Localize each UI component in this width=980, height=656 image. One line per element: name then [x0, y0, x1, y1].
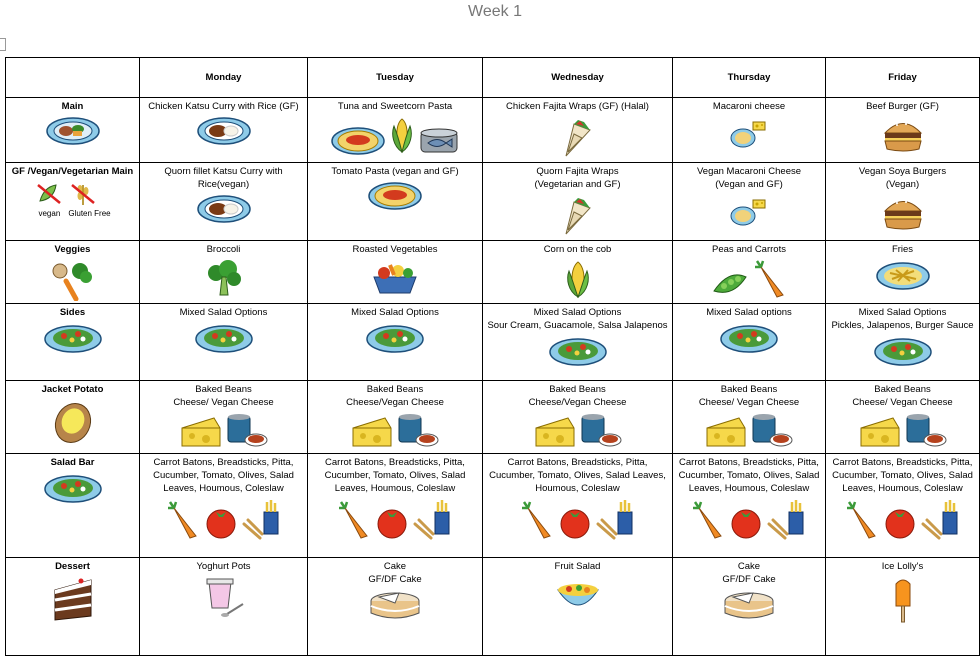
menu-cell-monday — [140, 241, 308, 304]
breadsticks-icon — [767, 498, 807, 540]
cheese-icon — [705, 414, 747, 448]
day-header-tuesday: Tuesday — [308, 58, 483, 98]
dish-text: Mixed Salad Options — [179, 307, 268, 318]
dish-text: Baked Beans Cheese/Vegan Cheese — [528, 384, 627, 408]
row-header — [6, 98, 140, 163]
pasta-plate-icon — [368, 181, 422, 211]
carrot-icon — [337, 500, 371, 540]
wrap-icon — [560, 116, 596, 160]
row-label: Main — [61, 101, 84, 112]
row-header — [6, 558, 140, 656]
icon-caption: Gluten Free — [68, 209, 111, 218]
vegan-icon — [34, 181, 64, 220]
row-header — [6, 241, 140, 304]
dish-icons — [829, 412, 976, 448]
menu-cell-wednesday — [483, 304, 673, 381]
menu-cell-friday — [826, 381, 980, 454]
vegetables-icon — [50, 259, 96, 301]
menu-cell-wednesday — [483, 163, 673, 241]
menu-cell-thursday — [673, 454, 826, 558]
dish-icons — [829, 194, 976, 232]
menu-cell-monday — [140, 98, 308, 163]
dish-icons — [486, 194, 669, 238]
dish-text: Baked Beans Cheese/Vegan Cheese — [346, 384, 444, 408]
menu-cell-wednesday — [483, 381, 673, 454]
cake-icon — [723, 589, 775, 623]
cheese-icon — [534, 414, 576, 448]
dish-icons — [829, 335, 976, 367]
row-icons — [9, 322, 136, 354]
menu-cell-wednesday — [483, 241, 673, 304]
dish-text: Carrot Batons, Breadsticks, Pitta, Cucumber, Tomato, Olives, Salad Leaves, Houmous, Coleslaw — [153, 457, 294, 494]
corn-cob-icon — [563, 259, 593, 301]
dish-text: Mixed Salad options — [706, 307, 792, 318]
dish-text: Beef Burger (GF) — [866, 101, 939, 112]
burger-icon — [882, 194, 924, 232]
dish-icons — [311, 498, 479, 540]
dish-text: Fries — [891, 244, 914, 255]
dish-icons — [486, 259, 669, 301]
dish-text: Baked Beans Cheese/ Vegan Cheese — [852, 384, 953, 408]
menu-cell-tuesday — [308, 304, 483, 381]
dish-icons — [143, 259, 304, 297]
corner-cell — [6, 58, 140, 98]
carrot-icon — [691, 500, 725, 540]
yoghurt-icon — [201, 576, 247, 618]
dish-icons — [676, 498, 822, 540]
broccoli-icon — [204, 259, 244, 297]
meal-plate-icon — [46, 116, 100, 146]
dish-icons — [829, 116, 976, 154]
menu-cell-wednesday — [483, 558, 673, 656]
menu-cell-thursday — [673, 163, 826, 241]
menu-cell-thursday — [673, 241, 826, 304]
table-anchor-marker — [0, 38, 6, 51]
dish-icons — [143, 576, 304, 618]
menu-cell-thursday — [673, 381, 826, 454]
dish-text: Mixed Salad Options Sour Cream, Guacamole, Salsa Jalapenos — [487, 307, 668, 331]
tomato-icon — [204, 506, 238, 540]
dish-text: Vegan Macaroni Cheese (Vegan and GF) — [696, 166, 802, 190]
dish-icons — [676, 589, 822, 623]
menu-cell-monday — [140, 454, 308, 558]
day-header-thursday: Thursday — [673, 58, 826, 98]
row-label: Veggies — [54, 244, 91, 255]
dish-icons — [829, 259, 976, 291]
row-label: GF /Vegan/Vegetarian Main — [11, 166, 134, 177]
beans-can-icon — [397, 412, 439, 448]
row-icons — [9, 399, 136, 445]
dish-icons — [143, 322, 304, 354]
dish-icons — [676, 412, 822, 448]
dish-text: Carrot Batons, Breadsticks, Pitta, Cucumber, Tomato, Olives, Salad Leaves, Houmous, Coleslaw — [832, 457, 973, 494]
icon-caption: vegan — [38, 209, 61, 218]
beans-can-icon — [226, 412, 268, 448]
dish-text: Baked Beans Cheese/ Vegan Cheese — [698, 384, 800, 408]
menu-cell-friday — [826, 163, 980, 241]
menu-cell-friday — [826, 454, 980, 558]
beans-can-icon — [751, 412, 793, 448]
menu-table — [5, 57, 980, 656]
dish-text: Mixed Salad Options — [351, 307, 439, 318]
row-header — [6, 454, 140, 558]
menu-cell-thursday — [673, 304, 826, 381]
dish-text: Vegan Soya Burgers (Vegan) — [858, 166, 947, 190]
page-title: Week 1 — [468, 3, 522, 20]
dish-text: Cake GF/DF Cake — [722, 561, 776, 585]
menu-cell-friday — [826, 241, 980, 304]
carrot-icon — [166, 500, 200, 540]
tomato-icon — [729, 506, 763, 540]
breadsticks-icon — [921, 498, 961, 540]
fries-plate-icon — [876, 259, 930, 291]
row-label: Dessert — [55, 561, 90, 572]
dish-text: Ice Lolly's — [881, 561, 924, 572]
beans-can-icon — [580, 412, 622, 448]
dish-text: Cake GF/DF Cake — [368, 561, 422, 585]
salad-plate-icon — [720, 322, 778, 354]
menu-cell-monday — [140, 381, 308, 454]
row-label: Salad Bar — [50, 457, 95, 468]
dish-text: Carrot Batons, Breadsticks, Pitta, Cucumber, Tomato, Olives, Salad Leaves, Houmous, Coleslaw — [678, 457, 820, 494]
jacket-potato-icon — [51, 399, 95, 445]
row-icons — [9, 116, 136, 146]
menu-cell-wednesday — [483, 454, 673, 558]
salad-plate-icon — [366, 322, 424, 354]
dish-icons — [676, 116, 822, 148]
menu-row — [6, 241, 980, 304]
curry-plate-icon — [197, 194, 251, 224]
salad-plate-icon — [44, 322, 102, 354]
dish-icons — [829, 576, 976, 624]
menu-cell-tuesday — [308, 381, 483, 454]
salad-plate-icon — [549, 335, 607, 367]
dish-text: Quorn fillet Katsu Curry with Rice(vegan) — [164, 166, 283, 190]
dish-icons — [486, 335, 669, 367]
curry-plate-icon — [197, 116, 251, 146]
dish-icons — [829, 498, 976, 540]
dish-text: Quorn Fajita Wraps (Vegetarian and GF) — [534, 166, 621, 190]
row-header — [6, 304, 140, 381]
menu-row — [6, 454, 980, 558]
tomato-icon — [375, 506, 409, 540]
dish-text: Chicken Katsu Curry with Rice (GF) — [148, 101, 299, 112]
day-header-friday: Friday — [826, 58, 980, 98]
menu-cell-monday — [140, 304, 308, 381]
tomato-icon — [558, 506, 592, 540]
dish-text: Mixed Salad Options Pickles, Jalapenos, Burger Sauce — [831, 307, 974, 331]
carrot-icon — [753, 259, 787, 299]
menu-row — [6, 381, 980, 454]
dish-text: Tomato Pasta (vegan and GF) — [331, 166, 459, 177]
peas-icon — [711, 269, 749, 299]
menu-cell-friday — [826, 98, 980, 163]
day-header-wednesday: Wednesday — [483, 58, 673, 98]
dish-icons — [486, 498, 669, 540]
dish-icons — [143, 498, 304, 540]
dish-text: Fruit Salad — [554, 561, 601, 572]
row-label: Sides — [59, 307, 86, 318]
wrap-icon — [560, 194, 596, 238]
menu-cell-monday — [140, 558, 308, 656]
dish-icons — [311, 412, 479, 448]
menu-row — [6, 163, 980, 241]
menu-cell-friday — [826, 304, 980, 381]
row-icons — [9, 181, 136, 220]
breadsticks-icon — [242, 498, 282, 540]
menu-cell-thursday — [673, 558, 826, 656]
day-header-monday: Monday — [140, 58, 308, 98]
cake-icon — [369, 589, 421, 623]
dish-icons — [311, 589, 479, 623]
dish-icons — [486, 116, 669, 160]
dish-text: Chicken Fajita Wraps (GF) (Halal) — [506, 101, 649, 112]
carrot-icon — [520, 500, 554, 540]
menu-cell-tuesday — [308, 241, 483, 304]
salad-plate-icon — [874, 335, 932, 367]
salad-plate-icon — [44, 472, 102, 504]
dish-text: Roasted Vegetables — [352, 244, 438, 255]
dish-icons — [311, 322, 479, 354]
row-icons — [9, 472, 136, 504]
row-icons — [9, 259, 136, 301]
menu-cell-tuesday — [308, 558, 483, 656]
dish-icons — [143, 194, 304, 224]
menu-cell-thursday — [673, 98, 826, 163]
dish-text: Yoghurt Pots — [196, 561, 251, 572]
row-label: Jacket Potato — [41, 384, 104, 395]
salad-plate-icon — [195, 322, 253, 354]
dish-icons — [311, 116, 479, 156]
dish-icons — [311, 181, 479, 211]
tuna-can-icon — [419, 126, 459, 156]
header-row — [6, 58, 980, 98]
dish-text: Carrot Batons, Breadsticks, Pitta, Cucumber, Tomato, Olives, Salad Leaves, Houmous, Coleslaw — [324, 457, 466, 494]
dish-icons — [676, 259, 822, 299]
dish-icons — [143, 412, 304, 448]
dish-icons — [311, 259, 479, 299]
dish-icons — [676, 194, 822, 226]
fruit-salad-icon — [555, 576, 601, 616]
cheese-icon — [351, 414, 393, 448]
row-icons — [9, 576, 136, 624]
menu-cell-tuesday — [308, 454, 483, 558]
breadsticks-icon — [596, 498, 636, 540]
menu-row — [6, 304, 980, 381]
burger-icon — [882, 116, 924, 154]
menu-cell-monday — [140, 163, 308, 241]
sweetcorn-icon — [389, 116, 415, 156]
gluten-free-icon — [68, 181, 110, 220]
dish-icons — [486, 412, 669, 448]
ice-lolly-icon — [893, 576, 913, 624]
menu-cell-friday — [826, 558, 980, 656]
dish-icons — [676, 322, 822, 354]
pasta-plate-icon — [331, 126, 385, 156]
macaroni-cheese-icon — [729, 194, 769, 226]
dish-icons — [486, 576, 669, 616]
row-header — [6, 163, 140, 241]
menu-cell-wednesday — [483, 98, 673, 163]
row-header — [6, 381, 140, 454]
menu-cell-tuesday — [308, 163, 483, 241]
dish-text: Carrot Batons, Breadsticks, Pitta, Cucumber, Tomato, Olives, Salad Leaves, Houmous, Coleslaw — [489, 457, 666, 494]
cheese-icon — [180, 414, 222, 448]
macaroni-cheese-icon — [729, 116, 769, 148]
menu-row — [6, 98, 980, 163]
tomato-icon — [883, 506, 917, 540]
cheese-icon — [859, 414, 901, 448]
dish-text: Peas and Carrots — [712, 244, 786, 255]
dish-text: Tuna and Sweetcorn Pasta — [337, 101, 453, 112]
cake-slice-icon — [51, 576, 95, 624]
roasted-vegetables-icon — [370, 259, 420, 299]
beans-can-icon — [905, 412, 947, 448]
dish-text: Corn on the cob — [543, 244, 612, 255]
menu-cell-tuesday — [308, 98, 483, 163]
breadsticks-icon — [413, 498, 453, 540]
menu-row — [6, 558, 980, 656]
dish-text: Macaroni cheese — [712, 101, 786, 112]
dish-icons — [143, 116, 304, 146]
dish-text: Baked Beans Cheese/ Vegan Cheese — [173, 384, 274, 408]
carrot-icon — [845, 500, 879, 540]
dish-text: Broccoli — [206, 244, 241, 255]
